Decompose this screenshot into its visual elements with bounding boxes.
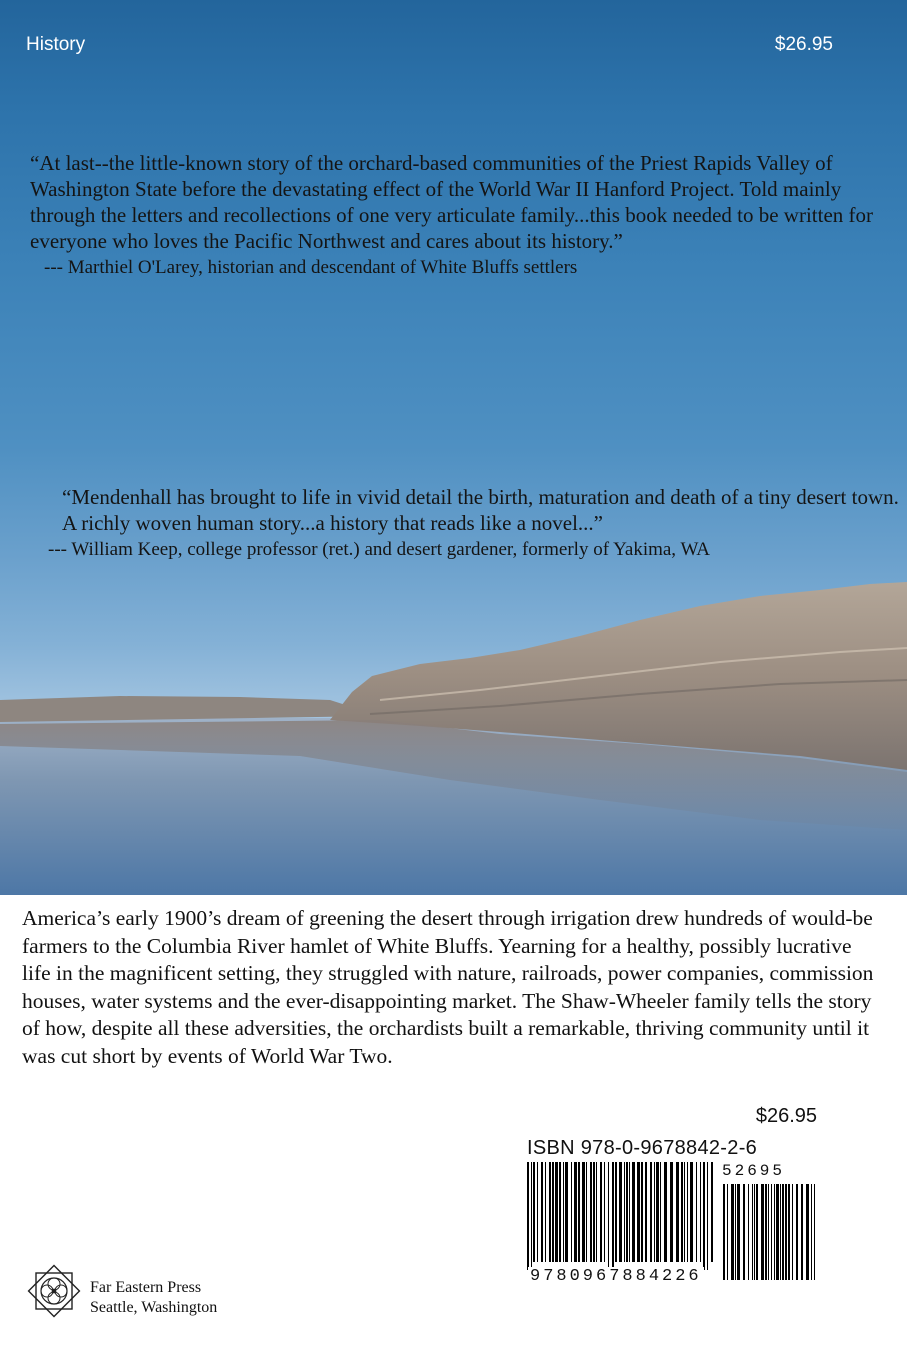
barcode-bar — [703, 1162, 705, 1270]
barcode-bar — [806, 1184, 809, 1280]
quote-text: “Mendenhall has brought to life in vivid detail the birth, maturation and death of a tiny desert town. A richly woven human story...a history that reads like a novel...” — [62, 485, 899, 535]
price-barcode: $26.95 — [755, 1105, 817, 1127]
barcode-bar — [571, 1162, 572, 1262]
barcode-bar — [533, 1162, 535, 1262]
barcode-bar — [687, 1162, 688, 1262]
barcode-bar — [637, 1162, 640, 1262]
barcode-bar — [541, 1162, 543, 1262]
barcode-bar — [527, 1162, 529, 1270]
publisher-location: Seattle, Washington — [90, 1299, 218, 1316]
barcode-bar — [670, 1162, 673, 1262]
barcode-bar — [619, 1162, 622, 1262]
barcode-bar — [641, 1162, 643, 1262]
barcode-bar — [684, 1162, 685, 1262]
barcode-bar — [555, 1162, 558, 1262]
barcode-bar — [700, 1162, 701, 1262]
barcode-bar — [681, 1162, 683, 1262]
barcode-bar — [792, 1184, 793, 1280]
barcode-bar — [578, 1162, 580, 1262]
barcode-bar — [696, 1162, 697, 1262]
barcode-bar — [549, 1162, 551, 1262]
barcode-bar — [582, 1162, 585, 1262]
barcode-bar — [600, 1162, 602, 1262]
barcode-bar — [788, 1184, 790, 1280]
category-label: History — [26, 34, 86, 55]
barcode-bar — [650, 1162, 652, 1262]
barcode-bar — [574, 1162, 577, 1262]
barcode-bar — [563, 1162, 564, 1262]
barcode-bar — [612, 1162, 614, 1270]
barcode-bar — [814, 1184, 815, 1280]
barcode-bar — [765, 1184, 767, 1280]
quote-text: “At last--the little-known story of the orchard-based communities of the Priest Rapids Valley of Washington State before the devastating effect of the World War II Hanford Project. Told mainly through the letters and recollections of one very articulate family...this book needed to be written for everyone who loves the Pacific Northwest and cares about its history.” — [30, 151, 874, 253]
barcode-bar — [785, 1184, 787, 1280]
barcode-bar — [656, 1162, 659, 1262]
barcode-bar — [629, 1162, 630, 1262]
barcode-bar — [801, 1184, 803, 1280]
barcode-bar — [811, 1184, 812, 1280]
barcode-bar — [780, 1184, 781, 1280]
barcode-bar — [537, 1162, 538, 1262]
barcode-bar — [676, 1162, 679, 1262]
barcode-bar — [596, 1162, 597, 1262]
barcode-bar — [761, 1184, 764, 1280]
barcode-bar — [590, 1162, 592, 1262]
barcode-bar — [707, 1162, 708, 1270]
barcode-bar — [664, 1162, 667, 1262]
barcode-bar — [654, 1162, 655, 1262]
rosette-emblem-icon — [26, 1263, 82, 1319]
book-description: America’s early 1900’s dream of greening the desert through irrigation drew hundreds of would-be farmers to the Columbia River hamlet of White Bluffs. Yearning for a healthy, possibly lucrative life in the magnificent setting, they struggled with nature, railroads, power companies, commission houses, water systems and the ever-disappointing market. The Shaw-Wheeler family tells the story of how, despite all these adversities, the orchardists built a remarkable, thriving community until it was cut short by events of World War Two. — [22, 906, 874, 1068]
barcode-bar — [727, 1184, 728, 1280]
barcode-bar — [771, 1184, 772, 1280]
barcode-bar — [632, 1162, 635, 1262]
barcode-bar — [593, 1162, 595, 1262]
barcode-bar — [626, 1162, 628, 1262]
barcode-bar — [796, 1184, 798, 1280]
barcode-bar — [545, 1162, 546, 1262]
isbn-number: ISBN 978-0-9678842-2-6 — [527, 1137, 758, 1159]
barcode-bar — [743, 1184, 745, 1280]
barcode-bar — [731, 1184, 734, 1280]
barcode-bar — [608, 1162, 609, 1270]
barcode-bar — [552, 1162, 554, 1262]
barcode-bar — [604, 1162, 605, 1262]
publisher-name: Far Eastern Press — [90, 1279, 202, 1296]
quote-attribution: --- William Keep, college professor (ret.) and desert gardener, formerly of Yakima, WA — [48, 539, 711, 560]
barcode-bar — [768, 1184, 769, 1280]
barcode-bar — [782, 1184, 784, 1280]
barcode-bar — [690, 1162, 693, 1262]
barcode-bar — [645, 1162, 647, 1262]
barcode-bar — [774, 1184, 775, 1280]
barcode-bar — [586, 1162, 587, 1262]
barcode-bar — [754, 1184, 755, 1280]
barcode-bar — [660, 1162, 661, 1262]
barcode-bar — [624, 1162, 625, 1262]
barcode-number: 9780967884226 — [530, 1267, 702, 1286]
barcode-bar — [531, 1162, 532, 1270]
price-top: $26.95 — [774, 34, 833, 55]
barcode-bar — [565, 1162, 568, 1262]
barcode-bar — [615, 1162, 617, 1262]
publisher-imprint — [90, 1278, 217, 1318]
barcode-bar — [737, 1184, 740, 1280]
quote-attribution: --- Marthiel O'Larey, historian and descendant of White Bluffs settlers — [44, 257, 578, 278]
barcode-bar — [735, 1184, 736, 1280]
barcode-bar — [752, 1184, 753, 1280]
endorsement-quote-1 — [30, 150, 890, 280]
barcode-bar — [559, 1162, 561, 1262]
barcode-bar — [748, 1184, 749, 1280]
barcode-bar — [711, 1162, 713, 1262]
barcode-bar — [756, 1184, 758, 1280]
price-addon-number: 52695 — [722, 1162, 786, 1180]
barcode-bar — [776, 1184, 779, 1280]
endorsement-quote-2 — [48, 484, 902, 562]
barcode-bar — [723, 1184, 725, 1280]
